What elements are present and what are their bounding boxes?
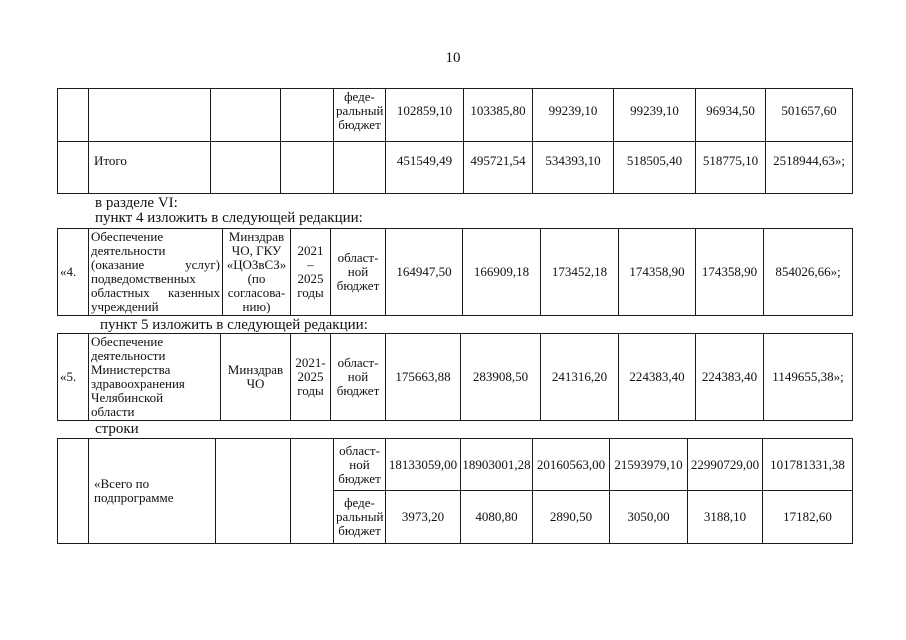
amount-cell: 241316,20 (541, 334, 619, 421)
total-amount-cell: 501657,60 (766, 89, 853, 142)
executor-cell (211, 89, 281, 142)
table-row (58, 89, 853, 142)
years-cell (291, 439, 334, 544)
amount-cell: 166909,18 (463, 229, 541, 316)
item4-table (57, 228, 853, 316)
total-amount-cell: 17182,60 (763, 491, 853, 544)
total-amount-cell: 101781331,38 (763, 439, 853, 491)
funding-source-cell: феде- ральный бюджет (334, 491, 386, 544)
amount-cell: 164947,50 (386, 229, 463, 316)
executor-cell: Минздрав ЧО, ГКУ «ЦОЗвСЗ» (по согласова- нию) (223, 229, 291, 316)
amount-cell: 99239,10 (614, 89, 696, 142)
executor-cell (211, 142, 281, 194)
funding-source-cell: феде- ральный бюджет (334, 89, 386, 142)
row-number-cell (58, 142, 89, 194)
amount-cell: 518775,10 (696, 142, 766, 194)
amount-cell: 18903001,28 (461, 439, 533, 491)
years-cell: 2021 – 2025 годы (291, 229, 331, 316)
row-number-cell (58, 439, 89, 544)
amount-cell: 22990729,00 (688, 439, 763, 491)
measure-name-cell: Обеспечение деятельности Министерства здравоохранения Челябинской области (89, 334, 221, 421)
amount-cell: 174358,90 (696, 229, 764, 316)
amount-cell: 21593979,10 (610, 439, 688, 491)
table-row (58, 229, 853, 316)
funding-source-cell: област- ной бюджет (331, 334, 386, 421)
amount-cell: 174358,90 (619, 229, 696, 316)
amount-cell: 495721,54 (464, 142, 533, 194)
years-cell: 2021- 2025 годы (291, 334, 331, 421)
years-cell (281, 142, 334, 194)
amount-cell: 518505,40 (614, 142, 696, 194)
amount-cell: 18133059,00 (386, 439, 461, 491)
measure-name-cell (89, 89, 211, 142)
amount-cell: 224383,40 (696, 334, 764, 421)
amount-cell: 283908,50 (461, 334, 541, 421)
amount-cell: 99239,10 (533, 89, 614, 142)
amount-cell: 2890,50 (533, 491, 610, 544)
executor-cell (216, 439, 291, 544)
item5-table (57, 333, 853, 421)
table-row (58, 142, 853, 194)
amount-cell: 451549,49 (386, 142, 464, 194)
section-heading: в разделе VI: (95, 195, 178, 211)
amount-cell: 4080,80 (461, 491, 533, 544)
item5-heading: пункт 5 изложить в следующей редакции: (100, 317, 368, 333)
years-cell (281, 89, 334, 142)
amount-cell: 3050,00 (610, 491, 688, 544)
continuation-table (57, 88, 853, 194)
amount-cell: 3973,20 (386, 491, 461, 544)
funding-source-cell (334, 142, 386, 194)
amount-cell: 96934,50 (696, 89, 766, 142)
subprogram-total-label-cell: «Всего по подпрограмме (89, 439, 216, 544)
amount-cell: 173452,18 (541, 229, 619, 316)
page-number: 10 (445, 50, 461, 66)
total-amount-cell: 854026,66»; (764, 229, 853, 316)
total-label-cell: Итого (89, 142, 211, 194)
funding-source-cell: област- ной бюджет (334, 439, 386, 491)
item4-heading: пункт 4 изложить в следующей редакции: (95, 210, 363, 226)
table-row (58, 439, 853, 491)
rows-heading: строки (95, 421, 139, 437)
total-amount-cell: 1149655,38»; (764, 334, 853, 421)
amount-cell: 3188,10 (688, 491, 763, 544)
row-number-cell (58, 89, 89, 142)
amount-cell: 175663,88 (386, 334, 461, 421)
subprogram-total-table (57, 438, 853, 544)
amount-cell: 20160563,00 (533, 439, 610, 491)
funding-source-cell: област- ной бюджет (331, 229, 386, 316)
amount-cell: 102859,10 (386, 89, 464, 142)
row-number-cell: «4. (58, 229, 89, 316)
row-number-cell: «5. (58, 334, 89, 421)
table-row (58, 334, 853, 421)
amount-cell: 534393,10 (533, 142, 614, 194)
measure-name-cell: Обеспечение деятельности (оказание услуг) подведомственных областных казенных учреждений (89, 229, 223, 316)
executor-cell: Минздрав ЧО (221, 334, 291, 421)
amount-cell: 103385,80 (464, 89, 533, 142)
amount-cell: 224383,40 (619, 334, 696, 421)
total-amount-cell: 2518944,63»; (766, 142, 853, 194)
